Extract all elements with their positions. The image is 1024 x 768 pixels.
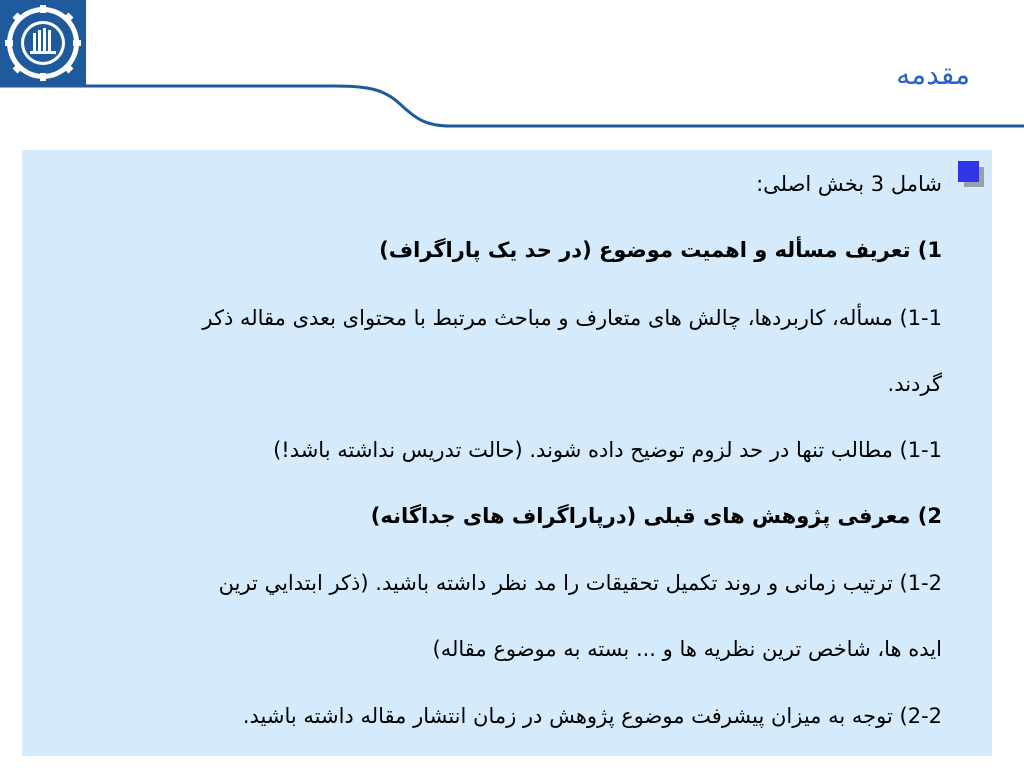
slide-title: مقدمه — [896, 58, 970, 91]
university-logo — [0, 0, 86, 86]
item-1-2-line-2: ایده ها، شاخص ترین نظریه ها و ... بسته به موضوع مقاله) — [432, 637, 942, 661]
section-1-heading: 1) تعریف مسأله و اهمیت موضوع (در حد یک پاراگراف) — [379, 238, 942, 262]
bullet-square-icon — [958, 161, 984, 187]
item-2-2-line: 2-2) توجه به میزان پیشرفت موضوع پژوهش در زمان انتشار مقاله داشته باشید. — [242, 704, 942, 728]
section-2-heading: 2) معرفی پژوهش های قبلی (درپاراگراف های جداگانه) — [370, 504, 942, 528]
item-1-1-line-1: 1-1) مسأله، کاربردها، چالش های متعارف و مباحث مرتبط با محتوای بعدی مقاله ذکر — [202, 306, 942, 330]
gear-emblem-icon — [3, 3, 83, 83]
header-divider — [0, 80, 1024, 140]
item-1-1-line-2: گردند. — [887, 372, 942, 396]
intro-line: شامل 3 بخش اصلی: — [756, 172, 942, 196]
item-1-1b-line: 1-1) مطالب تنها در حد لزوم توضیح داده شوند. (حالت تدریس نداشته باشد!) — [273, 438, 942, 462]
item-1-2-line-1: 1-2) ترتیب زمانی و روند تکمیل تحقیقات را مد نظر داشته باشید. (ذکر ابتدايي ترين — [218, 571, 942, 595]
